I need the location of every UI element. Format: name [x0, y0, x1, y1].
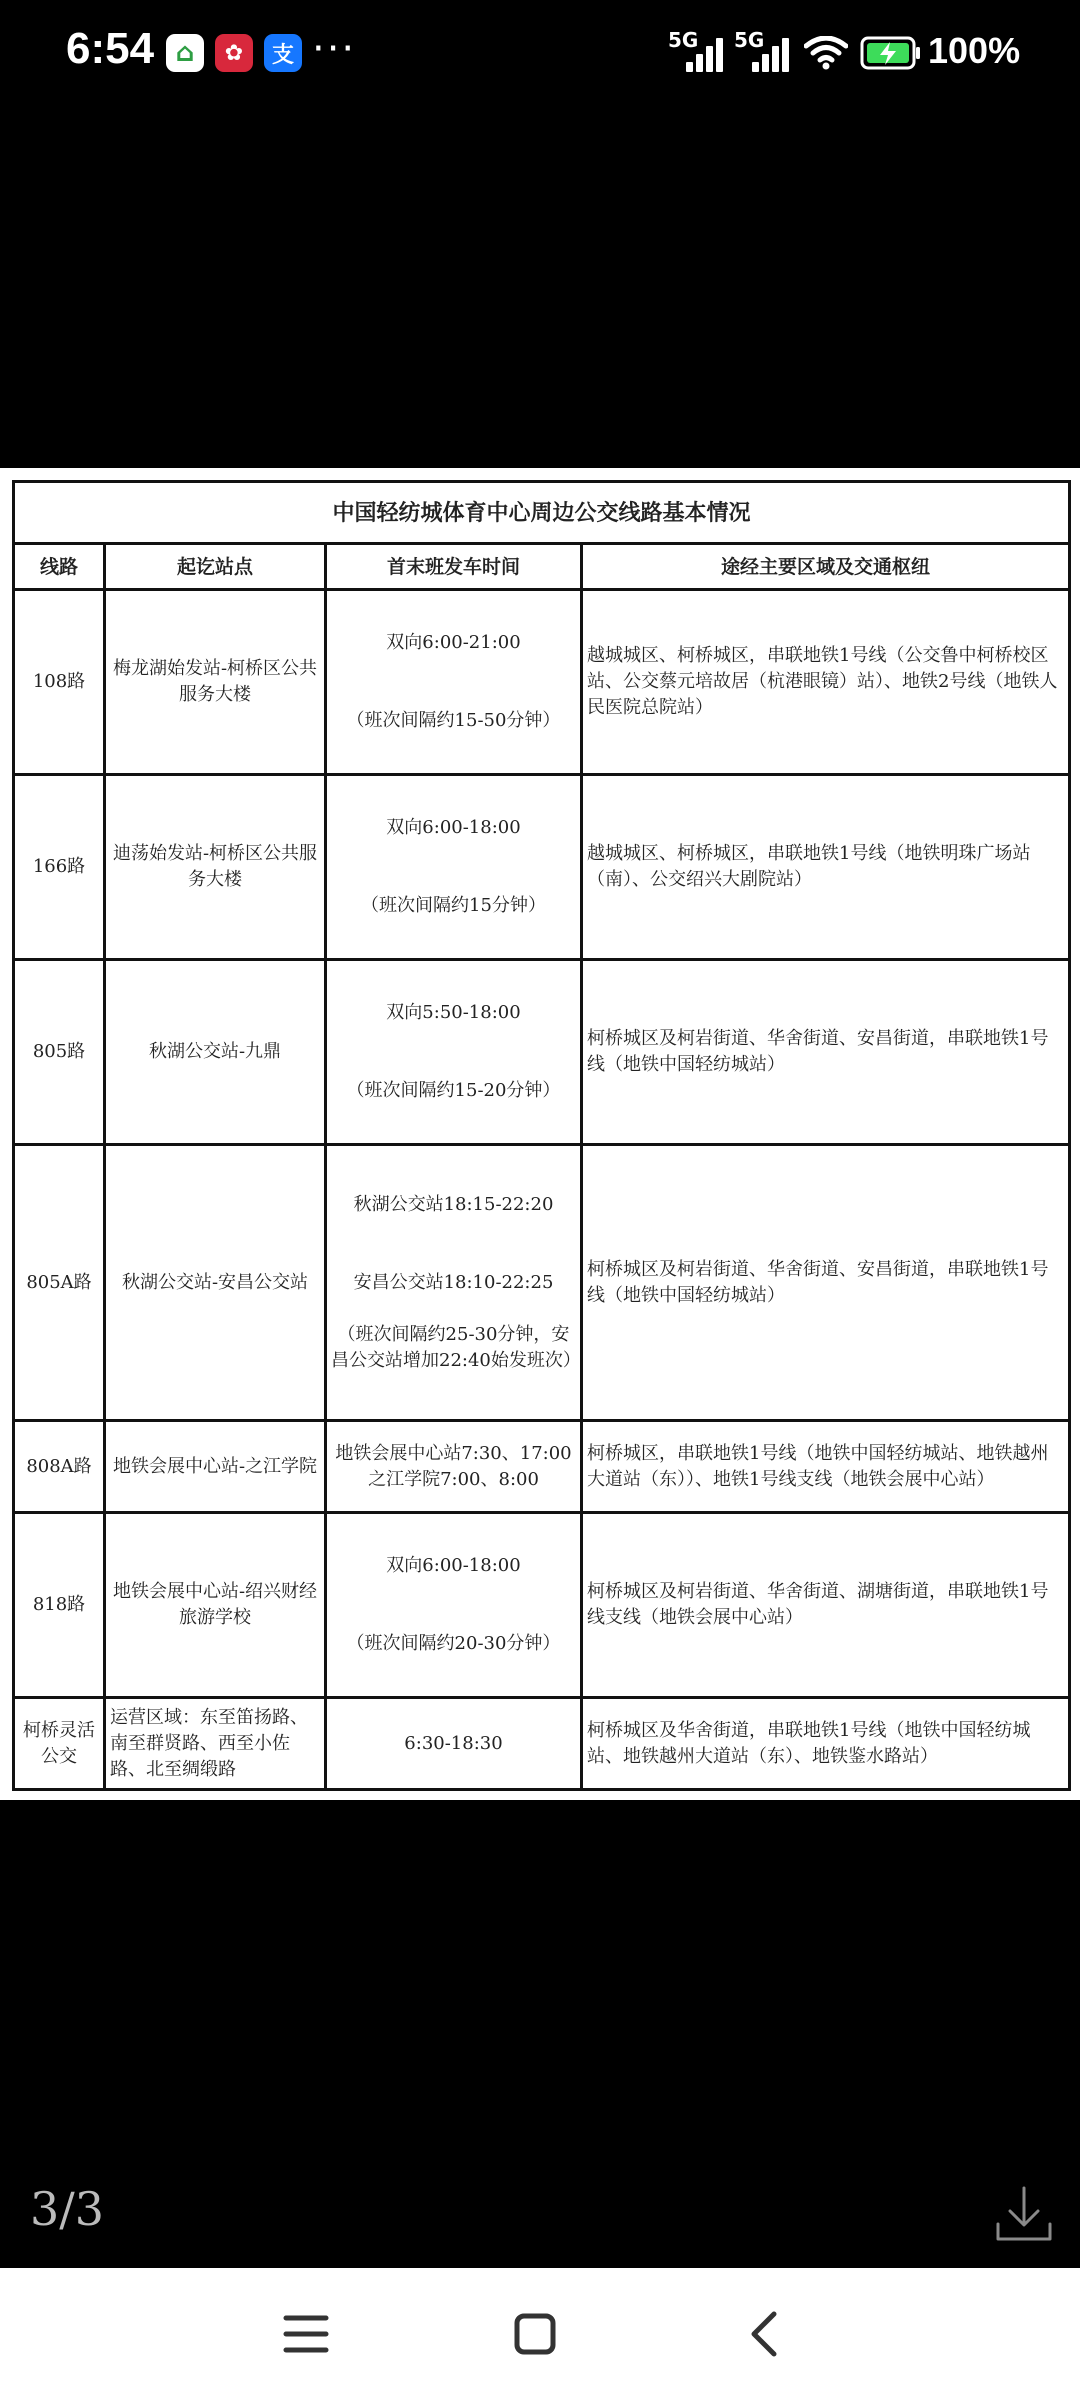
- route-line: 808A路: [14, 1421, 105, 1513]
- app-icon-2: ✿: [215, 34, 253, 72]
- route-line: 818路: [14, 1513, 105, 1698]
- route-stops: 秋湖公交站-九鼎: [105, 960, 326, 1145]
- table-row: [14, 1145, 1070, 1421]
- route-line: 805A路: [14, 1145, 105, 1421]
- more-notifications-icon: ···: [312, 26, 357, 72]
- route-time: 双向6:00-18:00 （班次间隔约20-30分钟）: [326, 1513, 582, 1698]
- route-time: 地铁会展中心站7:30、17:00 之江学院7:00、8:00: [326, 1421, 582, 1513]
- route-line: 108路: [14, 590, 105, 775]
- route-area: 越城城区、柯桥城区，串联地铁1号线（公交鲁中柯桥校区站、公交蔡元培故居（杭港眼镜）站）、地铁2号线（地铁人民医院总院站）: [582, 590, 1070, 775]
- route-time: 6:30-18:30: [326, 1698, 582, 1790]
- route-time: 双向6:00-18:00 （班次间隔约15分钟）: [326, 775, 582, 960]
- route-stops: 运营区域：东至笛扬路、南至群贤路、西至小佐路、北至绸缎路: [105, 1698, 326, 1790]
- document-page[interactable]: [0, 468, 1080, 1800]
- signal-icon-1: 5G: [668, 28, 728, 72]
- home-icon[interactable]: [505, 2304, 565, 2364]
- route-stops: 地铁会展中心站-绍兴财经旅游学校: [105, 1513, 326, 1698]
- wifi-icon: [804, 36, 848, 70]
- alipay-icon: 支: [264, 34, 302, 72]
- table-row: [14, 960, 1070, 1145]
- table-row: [14, 1698, 1070, 1790]
- page-indicator: 3/3: [30, 2182, 105, 2236]
- route-area: 越城城区、柯桥城区，串联地铁1号线（地铁明珠广场站（南）、公交绍兴大剧院站）: [582, 775, 1070, 960]
- bus-routes-table: [12, 480, 1071, 1791]
- route-area: 柯桥城区，串联地铁1号线（地铁中国轻纺城站、地铁越州大道站（东））、地铁1号线支线（地铁会展中心站）: [582, 1421, 1070, 1513]
- route-time: 双向5:50-18:00 （班次间隔约15-20分钟）: [326, 960, 582, 1145]
- table-row: [14, 590, 1070, 775]
- route-line: 805路: [14, 960, 105, 1145]
- menu-icon[interactable]: [276, 2304, 336, 2364]
- table-row: [14, 775, 1070, 960]
- battery-percentage: 100%: [928, 30, 1021, 71]
- route-line: 柯桥灵活公交: [14, 1698, 105, 1790]
- route-area: 柯桥城区及华舍街道，串联地铁1号线（地铁中国轻纺城站、地铁越州大道站（东）、地铁鉴水路站）: [582, 1698, 1070, 1790]
- route-stops: 秋湖公交站-安昌公交站: [105, 1145, 326, 1421]
- table-row: [14, 1421, 1070, 1513]
- route-time: 秋湖公交站18:15-22:20 安昌公交站18:10-22:25 （班次间隔约25-30分钟，安昌公交站增加22:40始发班次）: [326, 1145, 582, 1421]
- header-area: 途经主要区域及交通枢纽: [582, 544, 1070, 590]
- download-icon[interactable]: [994, 2184, 1054, 2244]
- status-bar: [0, 0, 1080, 110]
- header-time: 首末班发车时间: [326, 544, 582, 590]
- navigation-bar: [0, 2268, 1080, 2400]
- route-stops: 地铁会展中心站-之江学院: [105, 1421, 326, 1513]
- header-line: 线路: [14, 544, 105, 590]
- battery-icon: [860, 36, 922, 70]
- route-area: 柯桥城区及柯岩街道、华舍街道、安昌街道，串联地铁1号线（地铁中国轻纺城站）: [582, 1145, 1070, 1421]
- route-area: 柯桥城区及柯岩街道、华舍街道、湖塘街道，串联地铁1号线支线（地铁会展中心站）: [582, 1513, 1070, 1698]
- route-line: 166路: [14, 775, 105, 960]
- route-stops: 梅龙湖始发站-柯桥区公共服务大楼: [105, 590, 326, 775]
- header-stops: 起讫站点: [105, 544, 326, 590]
- route-time: 双向6:00-21:00 （班次间隔约15-50分钟）: [326, 590, 582, 775]
- app-icon-1: ⌂: [166, 34, 204, 72]
- route-stops: 迪荡始发站-柯桥区公共服务大楼: [105, 775, 326, 960]
- signal-icon-2: 5G: [734, 28, 794, 72]
- route-area: 柯桥城区及柯岩街道、华舍街道、安昌街道，串联地铁1号线（地铁中国轻纺城站）: [582, 960, 1070, 1145]
- table-title: 中国轻纺城体育中心周边公交线路基本情况: [14, 482, 1070, 544]
- status-time: 6:54: [66, 24, 155, 73]
- table-row: [14, 1513, 1070, 1698]
- back-icon[interactable]: [736, 2304, 796, 2364]
